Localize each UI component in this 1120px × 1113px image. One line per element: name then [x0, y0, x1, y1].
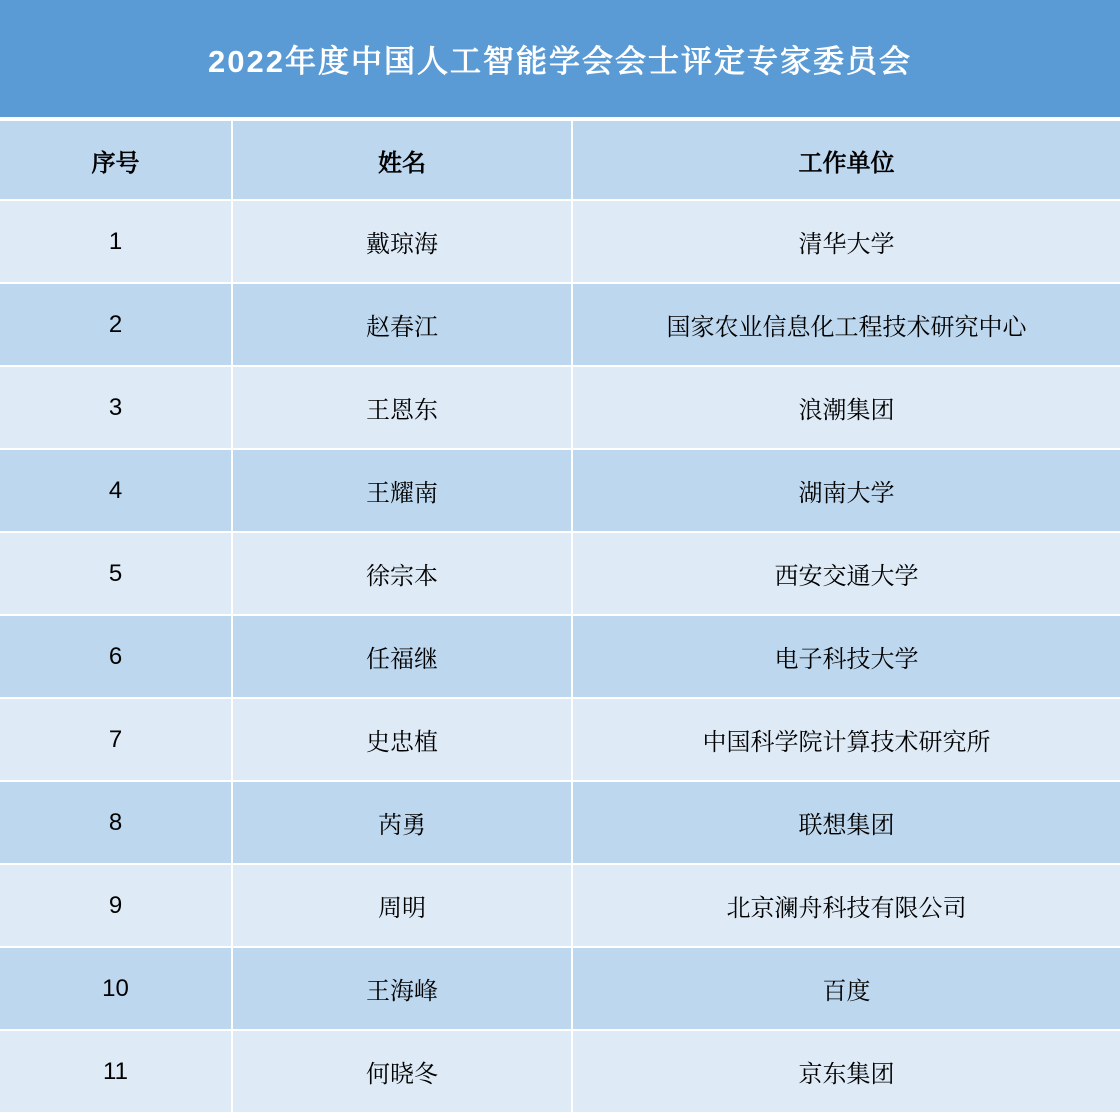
table-row — [0, 947, 1120, 1030]
table-header-row — [0, 121, 1120, 200]
cell-organization: 浪潮集团 — [572, 366, 1120, 449]
page-title: 2022年度中国人工智能学会会士评定专家委员会 — [0, 0, 1120, 117]
cell-name: 王恩东 — [232, 366, 572, 449]
cell-name: 史忠植 — [232, 698, 572, 781]
table-row — [0, 864, 1120, 947]
cell-number: 2 — [0, 283, 232, 366]
column-header-organization: 工作单位 — [572, 121, 1120, 200]
cell-name: 周明 — [232, 864, 572, 947]
table-row — [0, 1030, 1120, 1112]
cell-number: 3 — [0, 366, 232, 449]
cell-name: 徐宗本 — [232, 532, 572, 615]
cell-name: 戴琼海 — [232, 200, 572, 283]
cell-name: 王耀南 — [232, 449, 572, 532]
table-row — [0, 283, 1120, 366]
cell-number: 6 — [0, 615, 232, 698]
cell-organization: 中国科学院计算技术研究所 — [572, 698, 1120, 781]
cell-name: 王海峰 — [232, 947, 572, 1030]
cell-organization: 北京澜舟科技有限公司 — [572, 864, 1120, 947]
table-row — [0, 532, 1120, 615]
column-header-name: 姓名 — [232, 121, 572, 200]
table-row — [0, 366, 1120, 449]
column-header-number: 序号 — [0, 121, 232, 200]
cell-number: 1 — [0, 200, 232, 283]
table-row — [0, 200, 1120, 283]
cell-name: 芮勇 — [232, 781, 572, 864]
cell-number: 11 — [0, 1030, 232, 1112]
cell-number: 7 — [0, 698, 232, 781]
cell-organization: 电子科技大学 — [572, 615, 1120, 698]
table-body — [0, 200, 1120, 1112]
table-row — [0, 615, 1120, 698]
cell-number: 10 — [0, 947, 232, 1030]
cell-organization: 京东集团 — [572, 1030, 1120, 1112]
table-row — [0, 781, 1120, 864]
cell-organization: 国家农业信息化工程技术研究中心 — [572, 283, 1120, 366]
table-row — [0, 449, 1120, 532]
cell-organization: 联想集团 — [572, 781, 1120, 864]
cell-organization: 西安交通大学 — [572, 532, 1120, 615]
cell-organization: 清华大学 — [572, 200, 1120, 283]
cell-organization: 湖南大学 — [572, 449, 1120, 532]
cell-number: 8 — [0, 781, 232, 864]
cell-name: 任福继 — [232, 615, 572, 698]
cell-number: 4 — [0, 449, 232, 532]
committee-table — [0, 121, 1120, 1112]
cell-name: 赵春江 — [232, 283, 572, 366]
cell-number: 9 — [0, 864, 232, 947]
table-row — [0, 698, 1120, 781]
cell-name: 何晓冬 — [232, 1030, 572, 1112]
cell-number: 5 — [0, 532, 232, 615]
cell-organization: 百度 — [572, 947, 1120, 1030]
